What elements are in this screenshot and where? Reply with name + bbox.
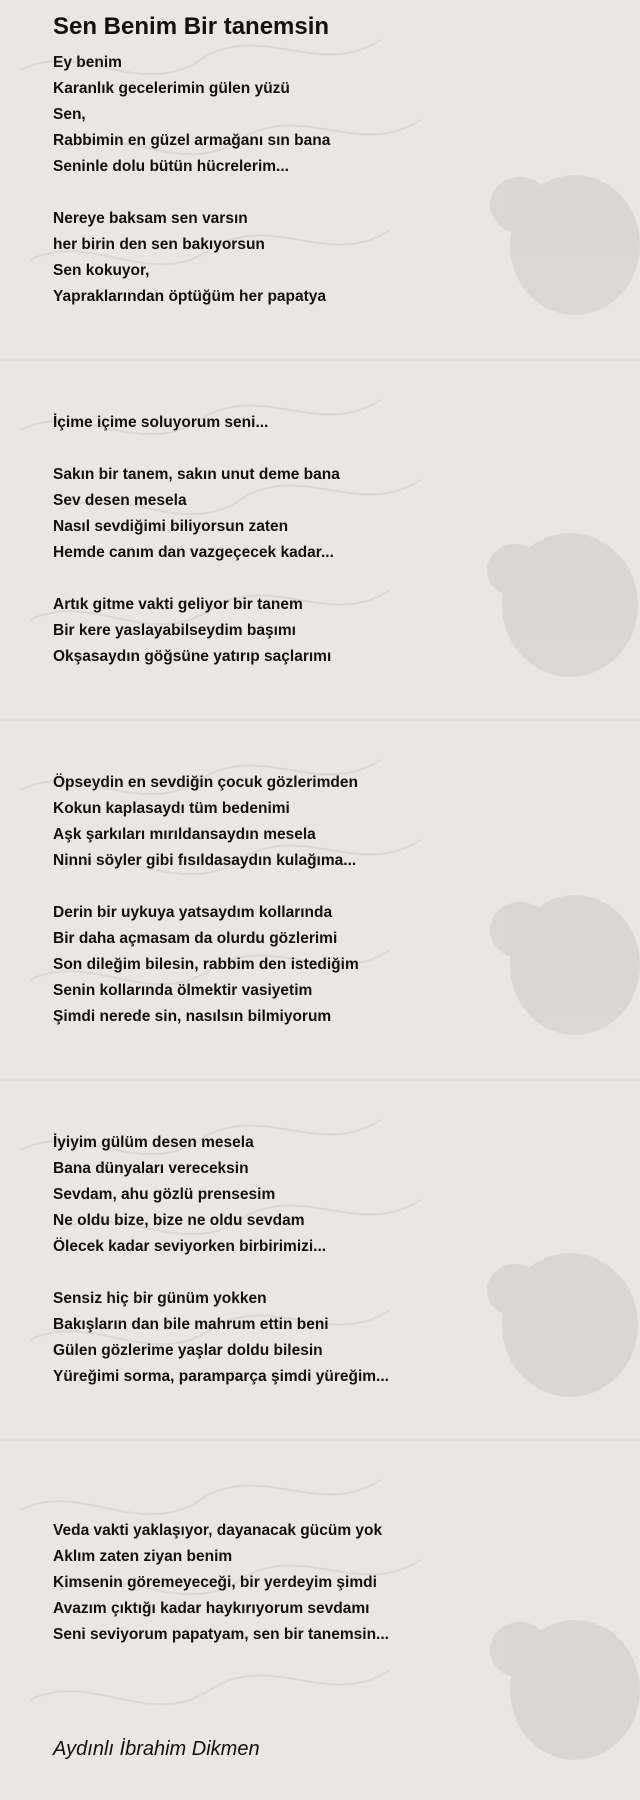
stanza-10 [53, 1518, 640, 1648]
poem-line: Bana dünyaları vereceksin [53, 1160, 249, 1177]
poem-line: Ne oldu bize, bize ne oldu sevdam [53, 1212, 305, 1229]
poem-line: Derin bir uykuya yatsaydım kollarında [53, 904, 333, 921]
poem-line: Hemde canım dan vazgeçecek kadar... [53, 544, 334, 561]
section-gap [53, 310, 640, 410]
poem-line: Şimdi nerede sin, nasılsın bilmiyorum [53, 1008, 332, 1025]
poem-line: Sen, [53, 106, 86, 123]
stanza-3 [53, 410, 640, 436]
poem-line: Sensiz hiç bir günüm yokken [53, 1290, 267, 1307]
poem-line: Sakın bir tanem, sakın unut deme bana [53, 466, 340, 483]
stanza-9 [53, 1286, 640, 1390]
poem-line: Ey benim [53, 54, 122, 71]
poem-line: Ninni söyler gibi fısıldasaydın kulağıma... [53, 852, 357, 869]
poem-line: Okşasaydın göğsüne yatırıp saçlarımı [53, 648, 332, 665]
poem-line: Sen kokuyor, [53, 262, 150, 279]
section-gap [53, 670, 640, 770]
poem-line: Öpseydin en sevdiğin çocuk gözlerimden [53, 774, 358, 791]
stanza-2 [53, 206, 640, 310]
stanza-gap [53, 874, 640, 900]
stanza-6 [53, 770, 640, 874]
stanza-7 [53, 900, 640, 1030]
poem-line: Artık gitme vakti geliyor bir tanem [53, 596, 303, 613]
poem-line: Sevdam, ahu gözlü prensesim [53, 1186, 276, 1203]
stanza-gap [53, 1260, 640, 1286]
poem-line: Avazım çıktığı kadar haykırıyorum sevdamı [53, 1600, 370, 1617]
poem-line: Gülen gözlerime yaşlar doldu bilesin [53, 1342, 323, 1359]
poem-line: Seni seviyorum papatyam, sen bir tanemsin... [53, 1626, 389, 1643]
stanza-8 [53, 1130, 640, 1260]
poem-line: Aşk şarkıları mırıldansaydın mesela [53, 826, 316, 843]
stanza-gap [53, 180, 640, 206]
poem-line: Sev desen mesela [53, 492, 187, 509]
poem-line: Seninle dolu bütün hücrelerim... [53, 158, 289, 175]
poem-line: her birin den sen bakıyorsun [53, 236, 265, 253]
poem-line: Nereye baksam sen varsın [53, 210, 248, 227]
poem-line: İçime içime soluyorum seni... [53, 414, 269, 431]
poem-line: Bir daha açmasam da olurdu gözlerimi [53, 930, 338, 947]
poem-line: İyiyim gülüm desen mesela [53, 1134, 254, 1151]
poem-line: Yapraklarından öptüğüm her papatya [53, 288, 327, 305]
poem-line: Yüreğimi sorma, paramparça şimdi yüreğim... [53, 1368, 389, 1385]
poem-line: Kimsenin göremeyeceği, bir yerdeyim şimdi [53, 1574, 377, 1591]
poem-line: Aklım zaten ziyan benim [53, 1548, 233, 1565]
poem-line: Bir kere yaslayabilseydim başımı [53, 622, 296, 639]
poem-line: Nasıl sevdiğimi biliyorsun zaten [53, 518, 289, 535]
poem-line: Ölecek kadar seviyorken birbirimizi... [53, 1238, 327, 1255]
poem-title: Sen Benim Bir tanemsin [53, 13, 330, 40]
poem-line: Karanlık gecelerimin gülen yüzü [53, 80, 290, 97]
stanza-gap [53, 566, 640, 592]
poem-author: Aydınlı İbrahim Dikmen [53, 1738, 260, 1760]
stanza-5 [53, 592, 640, 670]
poem-line: Bakışların dan bile mahrum ettin beni [53, 1316, 329, 1333]
poem-line: Senin kollarında ölmektir vasiyetim [53, 982, 313, 999]
stanza-4 [53, 462, 640, 566]
poem-line: Son dileğim bilesin, rabbim den istediğim [53, 956, 359, 973]
poem-line: Rabbimin en güzel armağanı sın bana [53, 132, 331, 149]
stanza-gap [53, 436, 640, 462]
section-gap [53, 1390, 640, 1518]
stanza-1 [53, 50, 640, 180]
section-gap [53, 1030, 640, 1130]
poem-line: Veda vakti yaklaşıyor, dayanacak gücüm yok [53, 1522, 383, 1539]
poem-line: Kokun kaplasaydı tüm bedenimi [53, 800, 290, 817]
